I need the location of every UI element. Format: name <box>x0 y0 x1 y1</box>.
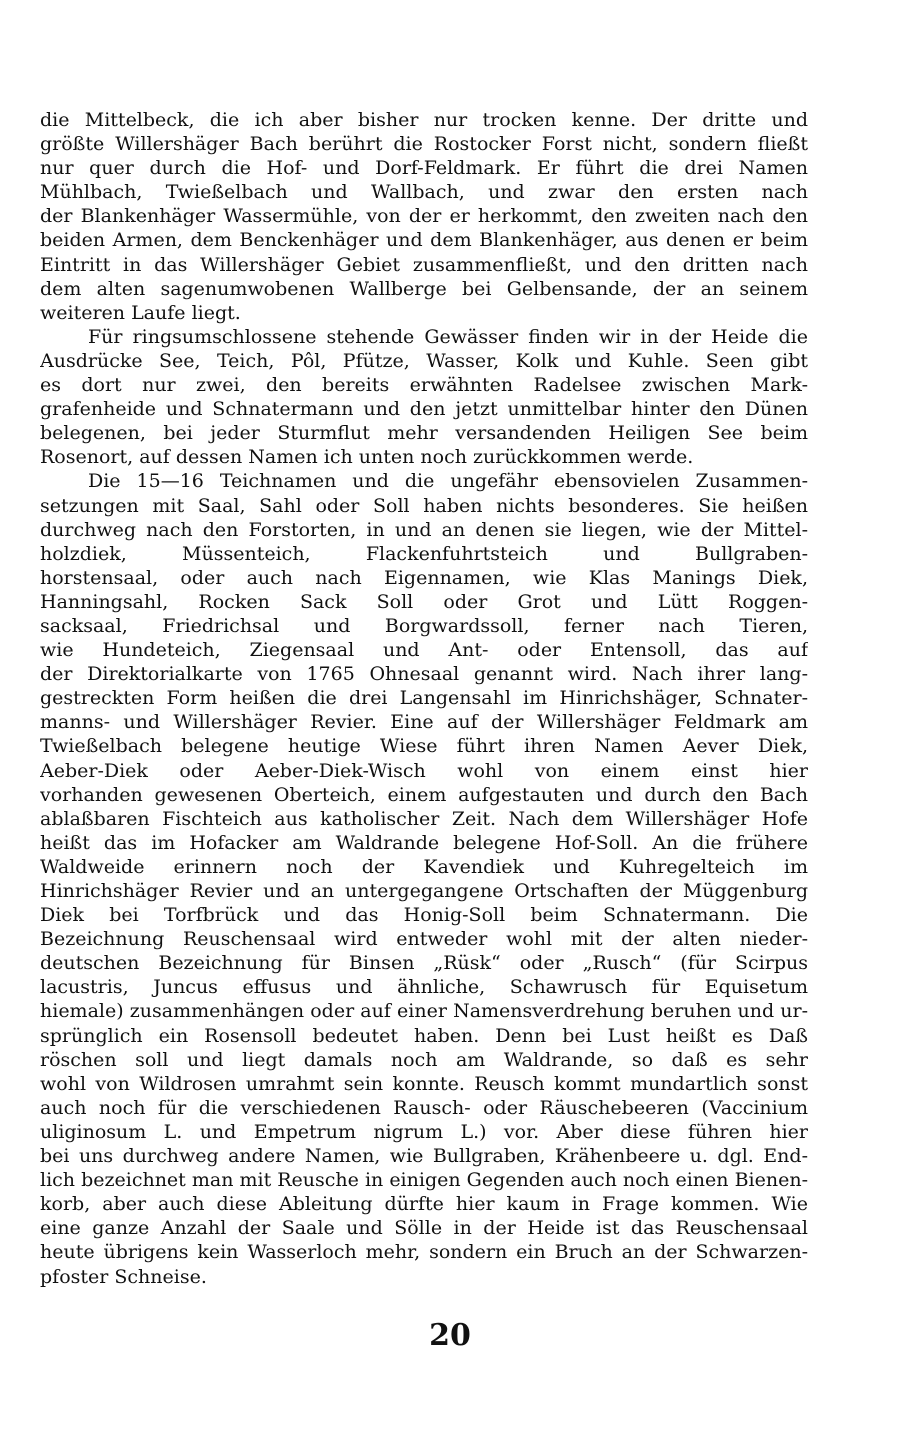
text-line: Hinrichshäger Revier und an untergegangene Ortschaften der Müggenburg <box>40 880 808 902</box>
paragraph-3 <box>40 469 808 1288</box>
paragraph-1 <box>40 108 808 325</box>
text-line: der Direktorialkarte von 1765 Ohnesaal genannt wird. Nach ihrer lang- <box>40 663 808 686</box>
page-number: 20 <box>429 1318 471 1353</box>
text-line: Bezeichnung Reuschensaal wird entweder wohl mit der alten nieder- <box>40 928 808 951</box>
text-line: korb, aber auch diese Ableitung dürfte hier kaum in Frage kommen. Wie <box>40 1193 808 1216</box>
text-line: setzungen mit Saal, Sahl oder Soll haben nichts besonderes. Sie heißen <box>40 494 808 517</box>
text-line: Twießelbach belegene heutige Wiese führt ihren Namen Aever Diek, <box>40 735 808 758</box>
text-line: beiden Armen, dem Benckenhäger und dem Blankenhäger, aus denen er beim <box>40 229 808 252</box>
text-line: Aeber-Diek oder Aeber-Diek-Wisch wohl von einem einst hier <box>40 759 808 782</box>
text-line: pfoster Schneise. <box>40 1265 207 1288</box>
text-line: grafenheide und Schnatermann und den jetzt unmittelbar hinter den Dünen <box>40 398 808 421</box>
text-line: wohl von Wildrosen umrahmt sein konnte. Reusch kommt mundartlich sonst <box>40 1072 808 1095</box>
text-line: es dort nur zwei, den bereits erwähnten Radelsee zwischen Mark- <box>40 374 808 397</box>
text-line: gestreckten Form heißen die drei Langensahl im Hinrichshäger, Schnater- <box>40 687 808 710</box>
text-line: sprünglich ein Rosensoll bedeutet haben. Denn bei Lust heißt es Daß <box>40 1024 808 1047</box>
text-line: nur quer durch die Hof- und Dorf-Feldmark. Er führt die drei Namen <box>40 157 808 180</box>
text-line: deutschen Bezeichnung für Binsen „Rüsk“ oder „Rusch“ (für Scirpus <box>40 952 808 975</box>
text-line: weiteren Laufe liegt. <box>40 301 241 324</box>
text-line: heute übrigens kein Wasserloch mehr, sondern ein Bruch an der Schwarzen- <box>40 1241 808 1264</box>
text-line: Diek bei Torfbrück und das Honig-Soll beim Schnatermann. Die <box>40 904 808 927</box>
text-line: Die 15—16 Teichnamen und die ungefähr ebensovielen Zusammen- <box>88 470 808 493</box>
text-line: lacustris, Juncus effusus und ähnliche, Schawrusch für Equisetum <box>40 976 808 999</box>
text-line: manns- und Willershäger Revier. Eine auf der Willershäger Feldmark am <box>40 711 808 734</box>
text-line: Ausdrücke See, Teich, Pôl, Pfütze, Wasser, Kolk und Kuhle. Seen gibt <box>40 349 808 372</box>
text-line: vorhanden gewesenen Oberteich, einem aufgestauten und durch den Bach <box>40 783 808 806</box>
text-line: sacksaal, Friedrichsal und Borgwardssoll, ferner nach Tieren, <box>40 614 808 637</box>
text-line: der Blankenhäger Wassermühle, von der er herkommt, den zweiten nach den <box>40 205 808 228</box>
document-page <box>40 108 808 1289</box>
text-line: eine ganze Anzahl der Saale und Sölle in der Heide ist das Reuschensaal <box>40 1217 808 1240</box>
text-line: lich bezeichnet man mit Reusche in einigen Gegenden auch noch einen Bienen- <box>40 1169 808 1192</box>
text-line: horstensaal, oder auch nach Eigennamen, wie Klas Manings Diek, <box>40 566 808 589</box>
text-line: bei uns durchweg andere Namen, wie Bullgraben, Krähenbeere u. dgl. End- <box>40 1145 808 1168</box>
text-line: dem alten sagenumwobenen Wallberge bei Gelbensande, der an seinem <box>40 277 808 300</box>
text-line: Rosenort, auf dessen Namen ich unten noch zurückkommen werde. <box>40 446 694 469</box>
paragraph-2 <box>40 325 808 470</box>
text-line: hiemale) zusammenhängen oder auf einer Namensverdrehung beruhen und ur- <box>40 1000 808 1023</box>
text-line: uliginosum L. und Empetrum nigrum L.) vor. Aber diese führen hier <box>40 1120 808 1143</box>
text-line: Für ringsumschlossene stehende Gewässer finden wir in der Heide die <box>88 325 808 348</box>
text-line: Hanningsahl, Rocken Sack Soll oder Grot und Lütt Roggen- <box>40 590 808 613</box>
text-line: durchweg nach den Forstorten, in und an denen sie liegen, wie der Mittel- <box>40 518 808 541</box>
text-line: Mühlbach, Twießelbach und Wallbach, und zwar den ersten nach <box>40 181 808 204</box>
text-line: holzdiek, Müssenteich, Flackenfuhrtsteich und Bullgraben- <box>40 542 808 565</box>
text-line: größte Willershäger Bach berührt die Rostocker Forst nicht, sondern fließt <box>40 133 808 156</box>
text-line: auch noch für die verschiedenen Rausch- oder Räuschebeeren (Vaccinium <box>40 1096 808 1119</box>
text-line: belegenen, bei jeder Sturmflut mehr versandenden Heiligen See beim <box>40 422 808 445</box>
text-line: ablaßbaren Fischteich aus katholischer Zeit. Nach dem Willershäger Hofe <box>40 807 808 830</box>
text-line: heißt das im Hofacker am Waldrande belegene Hof-Soll. An die frühere <box>40 831 808 854</box>
text-line: Waldweide erinnern noch der Kavendiek und Kuhregelteich im <box>40 855 808 878</box>
text-line: die Mittelbeck, die ich aber bisher nur trocken kenne. Der dritte und <box>40 109 808 131</box>
text-line: Eintritt in das Willershäger Gebiet zusammenfließt, und den dritten nach <box>40 253 808 276</box>
text-line: wie Hundeteich, Ziegensaal und Ant- oder Entensoll, das auf <box>40 639 808 662</box>
text-line: röschen soll und liegt damals noch am Waldrande, so daß es sehr <box>40 1048 808 1071</box>
